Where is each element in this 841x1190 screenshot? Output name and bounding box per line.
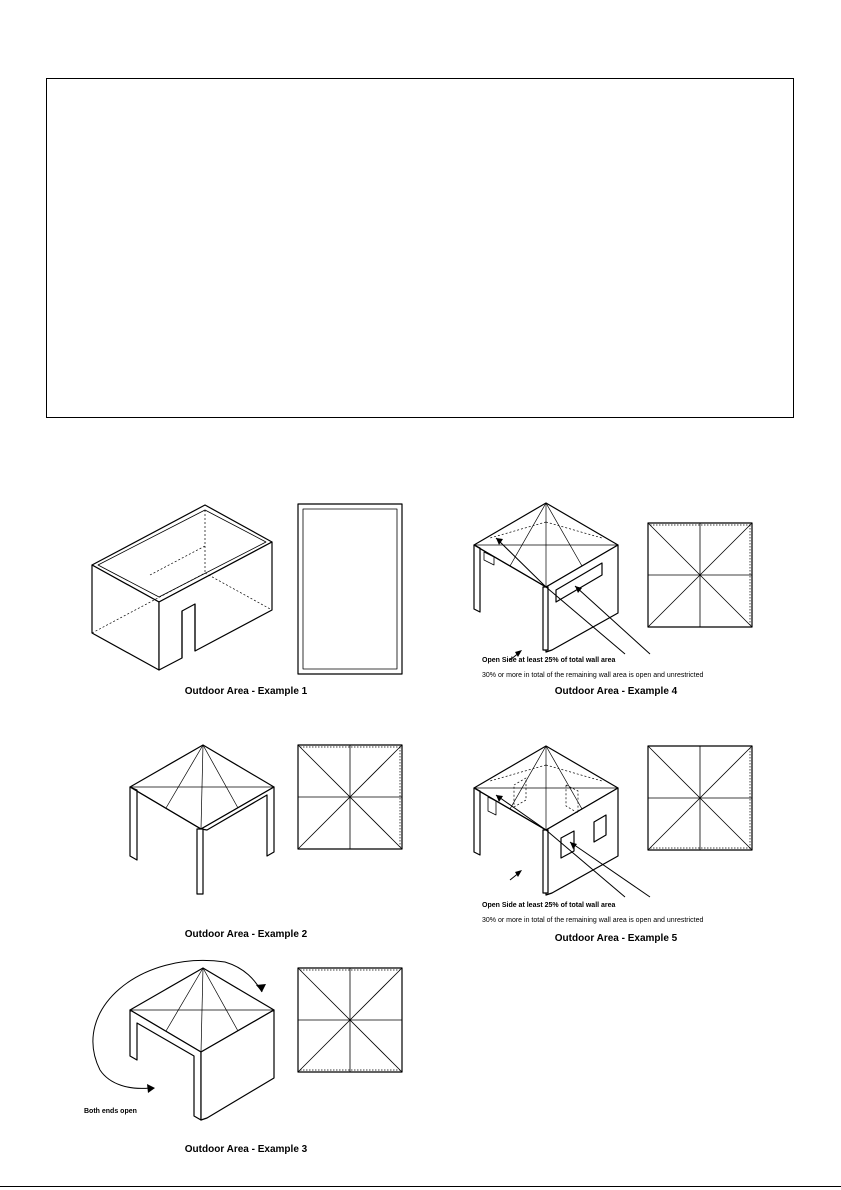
example-4-plan-drawing bbox=[648, 523, 752, 627]
example-3-plan-drawing bbox=[298, 968, 402, 1072]
example-4-caption: Outdoor Area - Example 4 bbox=[554, 686, 678, 697]
example-4-note-open-side: Open Side at least 25% of total wall area bbox=[482, 657, 616, 664]
example-5-note-open-side: Open Side at least 25% of total wall area bbox=[482, 902, 616, 909]
example-5-note-remaining-wall: 30% or more in total of the remaining wall area is open and unrestricted bbox=[482, 917, 704, 924]
example-5-plan-drawing bbox=[648, 746, 752, 850]
example-3-tunnel-drawing bbox=[93, 960, 274, 1120]
page-bottom-rule bbox=[0, 1186, 841, 1187]
example-2-plan-drawing bbox=[298, 745, 402, 849]
example-2-caption: Outdoor Area - Example 2 bbox=[184, 929, 308, 940]
example-3-note-both-ends-open: Both ends open bbox=[84, 1108, 137, 1115]
example-2-gazebo-drawing bbox=[130, 745, 274, 894]
example-4-note-remaining-wall: 30% or more in total of the remaining wall area is open and unrestricted bbox=[482, 672, 704, 679]
example-1-plan-drawing bbox=[298, 504, 402, 674]
example-1-box-drawing bbox=[92, 505, 272, 670]
example-3-caption: Outdoor Area - Example 3 bbox=[184, 1144, 308, 1155]
example-5-caption: Outdoor Area - Example 5 bbox=[554, 933, 678, 944]
example-1-caption: Outdoor Area - Example 1 bbox=[184, 686, 308, 697]
